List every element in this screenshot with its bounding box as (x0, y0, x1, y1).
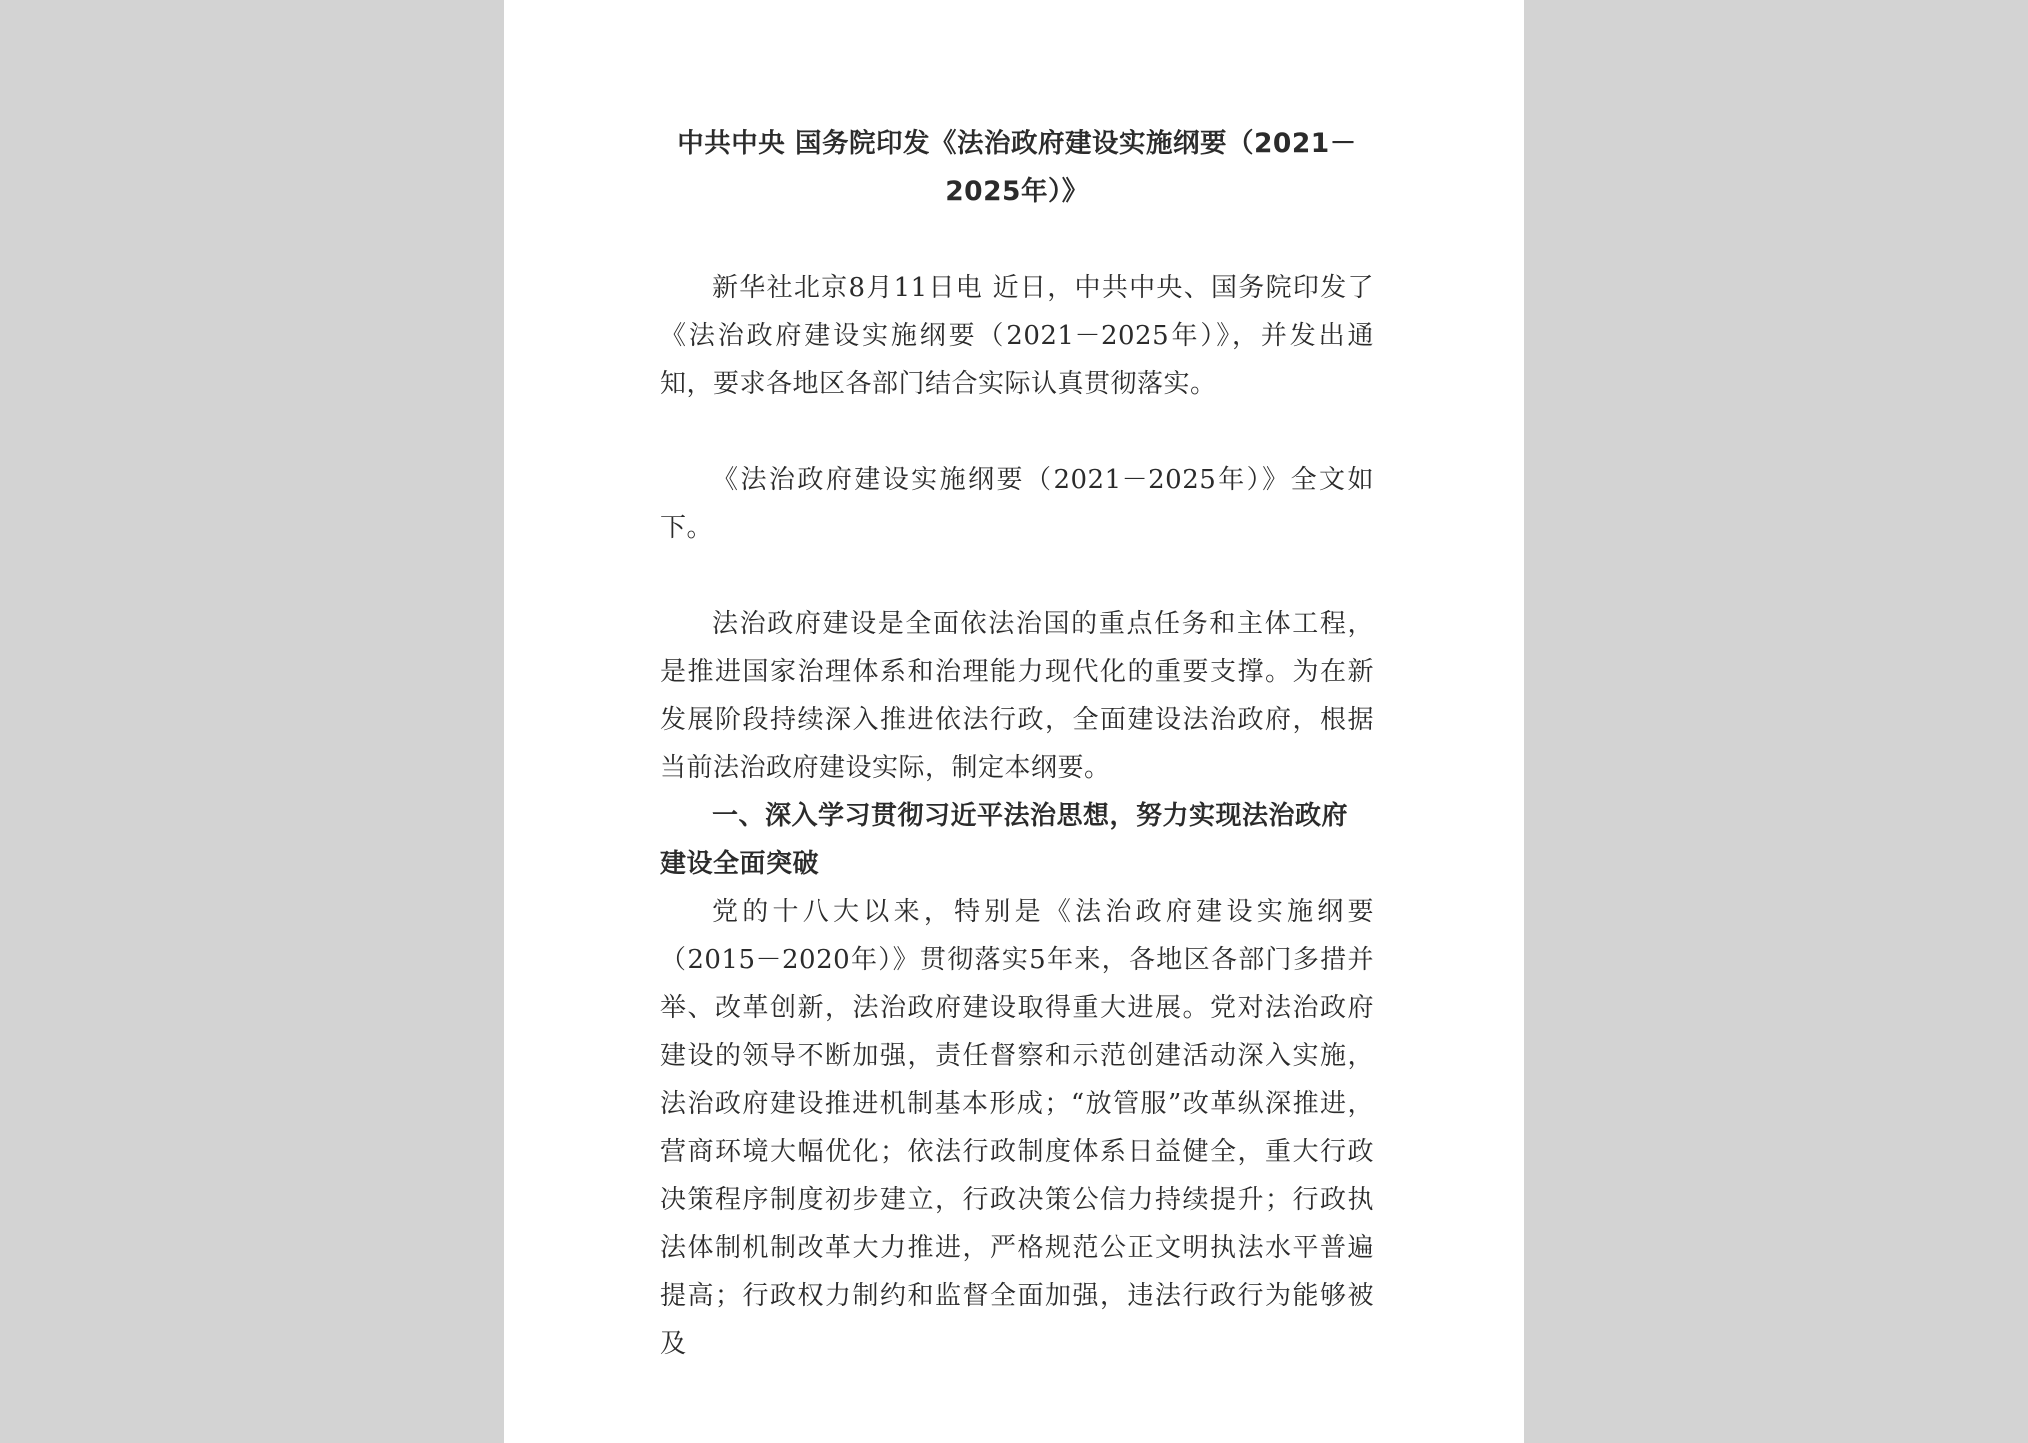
paragraph-preamble: 法治政府建设是全面依法治国的重点任务和主体工程，是推进国家治理体系和治理能力现代化的重要支撑。为在新发展阶段持续深入推进依法行政，全面建设法治政府，根据当前法治政府建设实际，制定本纲要。 (660, 609, 1374, 783)
document-page (504, 0, 1524, 1443)
document-title: 中共中央 国务院印发《法治政府建设实施纲要（2021－2025年）》 (677, 128, 1357, 207)
spacer (660, 216, 1374, 264)
document-content (660, 120, 1374, 1368)
paragraph-fulltext-note: 《法治政府建设实施纲要（2021－2025年）》全文如下。 (660, 465, 1374, 543)
paragraph-intro: 新华社北京8月11日电 近日，中共中央、国务院印发了《法治政府建设实施纲要（2021－2025年）》，并发出通知，要求各地区各部门结合实际认真贯彻落实。 (660, 273, 1374, 399)
section-paragraph: 党的十八大以来，特别是《法治政府建设实施纲要（2015－2020年）》贯彻落实5年来，各地区各部门多措并举、改革创新，法治政府建设取得重大进展。党对法治政府建设的领导不断加强，责任督察和示范创建活动深入实施，法治政府建设推进机制基本形成；“放管服”改革纵深推进，营商环境大幅优化；依法行政制度体系日益健全，重大行政决策程序制度初步建立，行政决策公信力持续提升；行政执法体制机制改革大力推进，严格规范公正文明执法水平普遍提高；行政权力制约和监督全面加强，违法行政行为能够被及 (660, 897, 1374, 1359)
section-heading: 一、深入学习贯彻习近平法治思想，努力实现法治政府建设全面突破 (660, 801, 1349, 879)
spacer (660, 552, 1374, 600)
spacer (660, 408, 1374, 456)
